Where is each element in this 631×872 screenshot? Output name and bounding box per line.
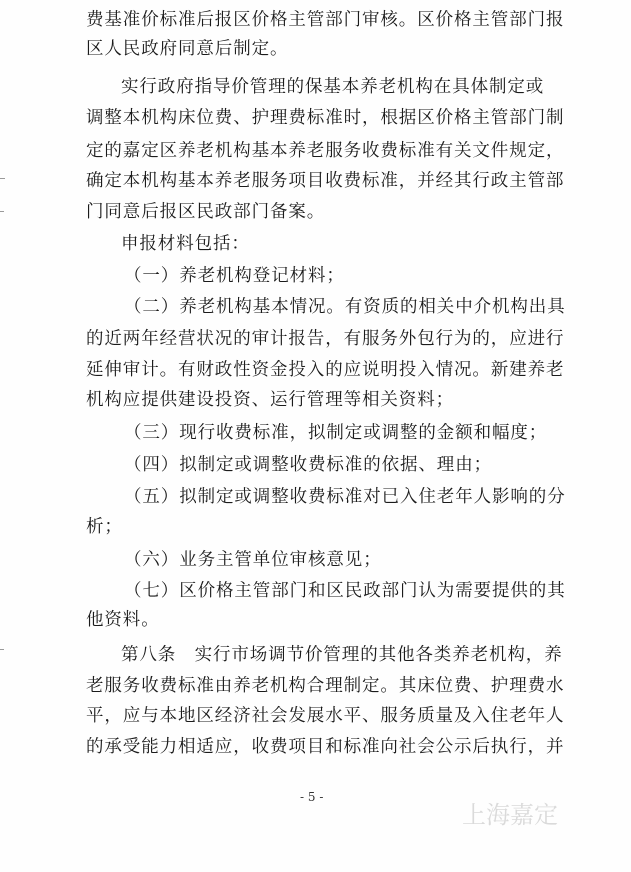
margin-mark bbox=[0, 211, 4, 212]
watermark-logo bbox=[458, 795, 588, 833]
text-line: 他资料。 bbox=[86, 610, 160, 630]
text-line: （七）区价格主管部门和区民政部门认为需要提供的其 bbox=[124, 581, 566, 601]
text-line: 实行政府指导价管理的保基本养老机构在具体制定或 bbox=[121, 77, 545, 97]
text-line: 确定本机构基本养老服务项目收费标准，并经其行政主管部 bbox=[86, 171, 565, 191]
text-line: 的近两年经营状况的审计报告，有服务外包行为的，应进行 bbox=[86, 329, 565, 349]
text-line: 析； bbox=[86, 517, 123, 537]
text-line: （六）业务主管单位审核意见； bbox=[124, 550, 382, 570]
text-line: 的承受能力相适应，收费项目和标准向社会公示后执行，并 bbox=[86, 737, 565, 757]
text-line: 第八条 实行市场调节价管理的其他各类养老机构，养 bbox=[121, 645, 563, 665]
text-line: （一）养老机构登记材料； bbox=[124, 266, 345, 286]
text-line: 平，应与本地区经济社会发展水平、服务质量及入住老年人 bbox=[86, 706, 565, 726]
text-line: （五）拟制定或调整收费标准对已入住老年人影响的分 bbox=[124, 487, 566, 507]
text-line: 区人民政府同意后制定。 bbox=[86, 39, 289, 59]
text-line: 申报材料包括： bbox=[121, 234, 250, 254]
text-line: 机构应提供建设投资、运行管理等相关资料； bbox=[86, 390, 454, 410]
page-number: - 5 - bbox=[300, 790, 324, 804]
text-line: （三）现行收费标准，拟制定或调整的金额和幅度； bbox=[124, 423, 548, 443]
text-line: 老服务收费标准由养老机构合理制定。其床位费、护理费水 bbox=[86, 676, 565, 696]
text-line: 定的嘉定区养老机构基本养老服务收费标准有关文件规定， bbox=[86, 141, 565, 161]
margin-mark bbox=[0, 649, 4, 650]
svg-text:上海嘉定: 上海嘉定 bbox=[462, 801, 558, 829]
text-line: 调整本机构床位费、护理费标准时，根据区价格主管部门制 bbox=[86, 108, 565, 128]
text-line: 费基准价标准后报区价格主管部门审核。区价格主管部门报 bbox=[86, 10, 565, 30]
text-line: 门同意后报区民政部门备案。 bbox=[86, 202, 326, 222]
text-line: 延伸审计。有财政性资金投入的应说明投入情况。新建养老 bbox=[86, 360, 565, 380]
text-line: （二）养老机构基本情况。有资质的相关中介机构出具 bbox=[124, 297, 566, 317]
text-line: （四）拟制定或调整收费标准的依据、理由； bbox=[124, 455, 492, 475]
margin-mark bbox=[0, 178, 5, 179]
